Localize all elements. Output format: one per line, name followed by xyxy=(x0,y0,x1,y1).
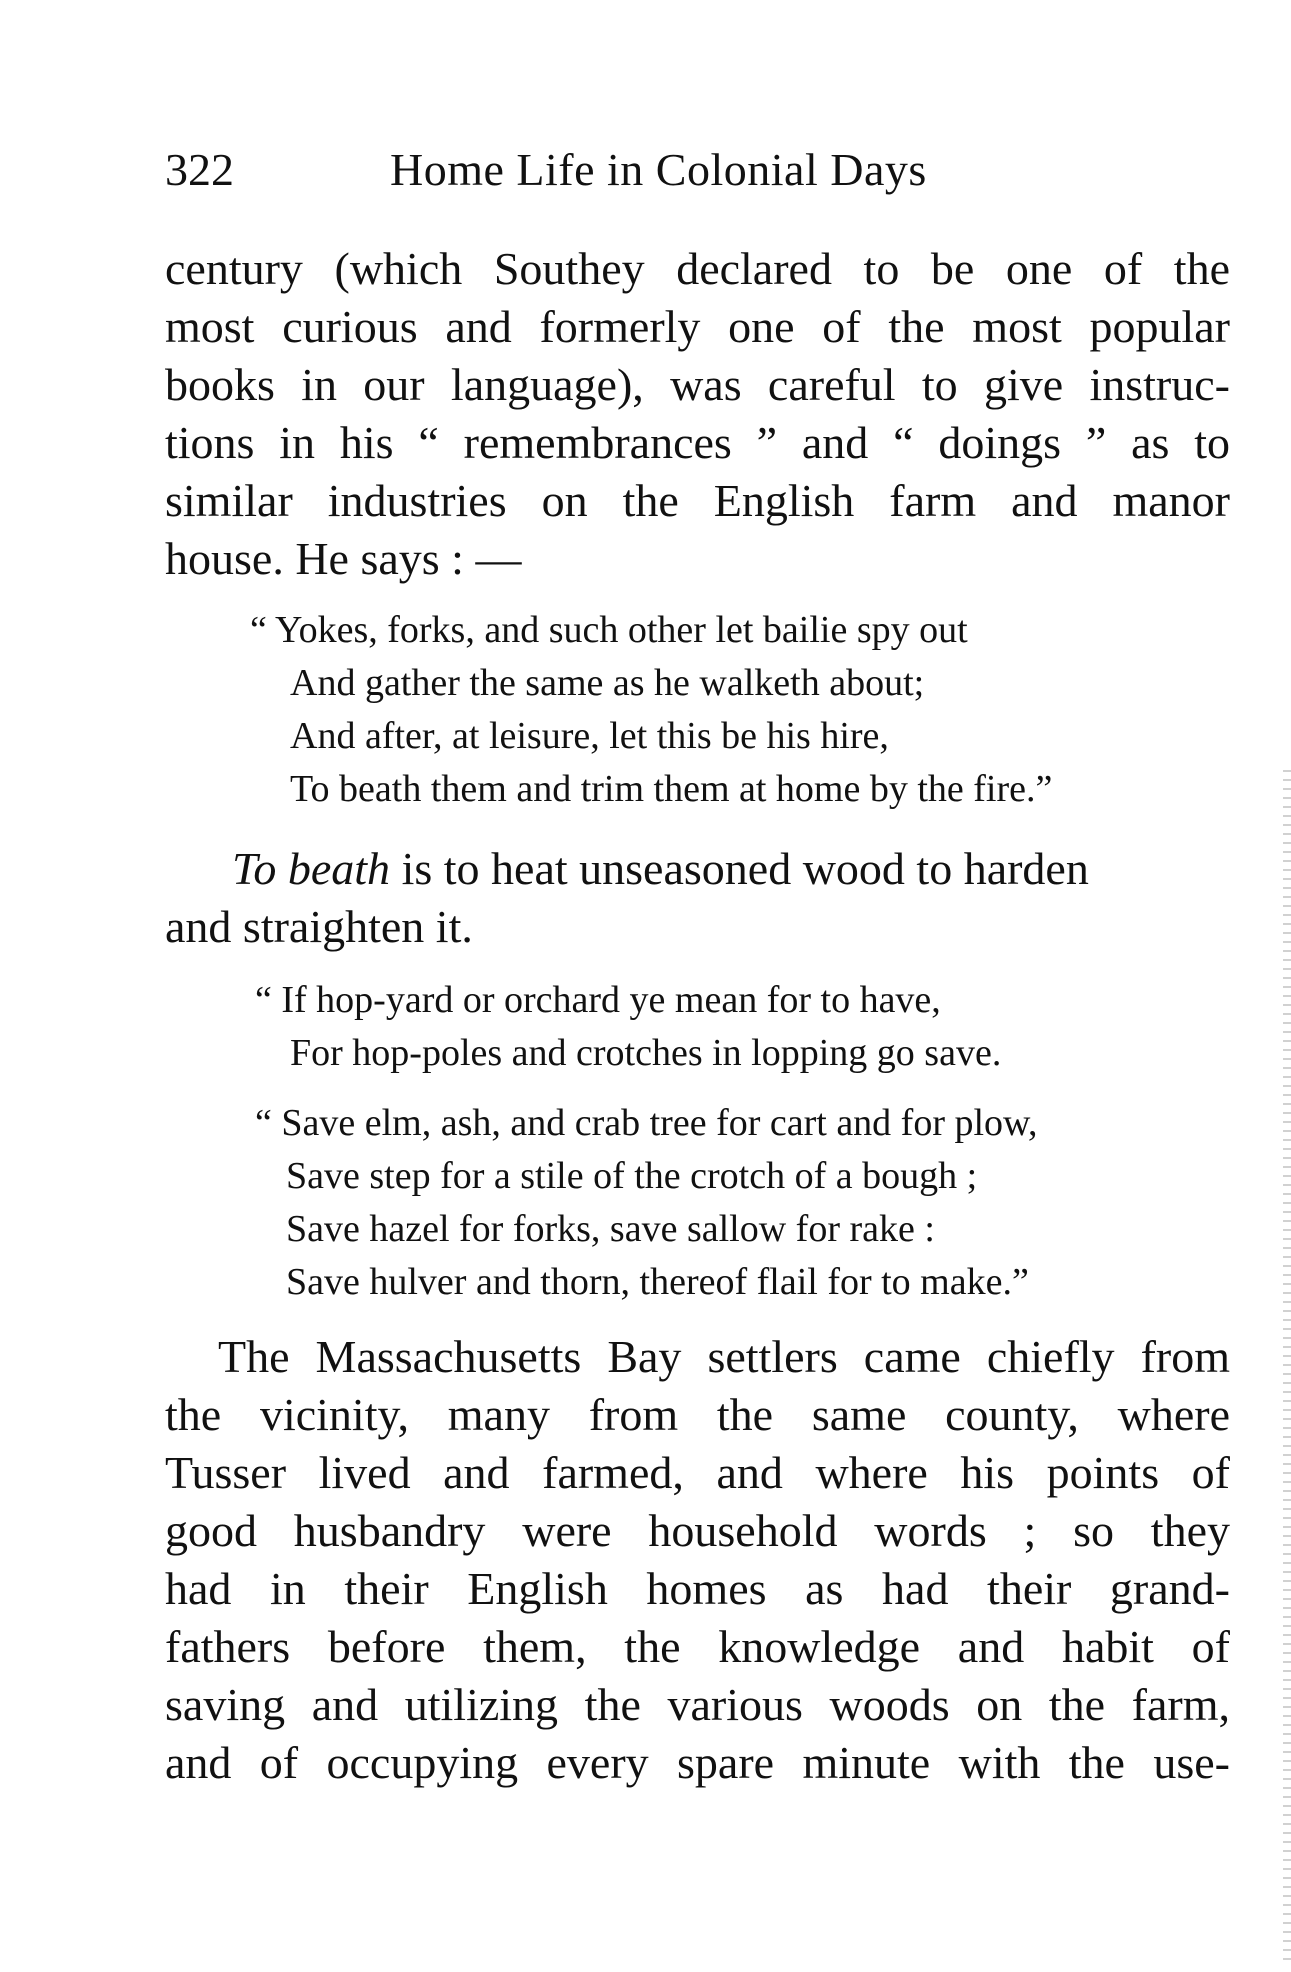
text-line: had in their English homes as had their grand- xyxy=(165,1563,1230,1614)
text-line: house. He says : — xyxy=(165,533,522,584)
page-number: 322 xyxy=(165,144,234,195)
text-line: similar industries on the English farm and manor xyxy=(165,475,1230,526)
italic-term: To beath xyxy=(232,843,391,894)
text-line: the vicinity, many from the same county, where xyxy=(165,1389,1230,1440)
text-line xyxy=(232,840,1089,898)
verse-line: Save step for a stile of the crotch of a bough ; xyxy=(286,1155,978,1197)
text-line: and of occupying every spare minute with the use- xyxy=(165,1737,1230,1788)
running-title: Home Life in Colonial Days xyxy=(390,144,927,195)
verse-line: And after, at leisure, let this be his hire, xyxy=(290,715,889,757)
verse-line: And gather the same as he walketh about; xyxy=(290,662,925,704)
text-line: The Massachusetts Bay settlers came chiefly from xyxy=(218,1331,1230,1382)
text-line: fathers before them, the knowledge and habit of xyxy=(165,1621,1230,1672)
verse-line: “ Yokes, forks, and such other let bailie spy out xyxy=(250,609,968,651)
text-line: tions in his “ remembrances ” and “ doings ” as to xyxy=(165,417,1230,468)
verse-line: Save hazel for forks, save sallow for rake : xyxy=(286,1208,935,1250)
verse-line: “ If hop-yard or orchard ye mean for to have, xyxy=(255,979,941,1021)
verse-line: “ Save elm, ash, and crab tree for cart and for plow, xyxy=(255,1102,1038,1144)
verse-line: Save hulver and thorn, thereof flail for to make.” xyxy=(286,1261,1029,1303)
text-line: saving and utilizing the various woods on the farm, xyxy=(165,1679,1230,1730)
text-line: and straighten it. xyxy=(165,901,473,952)
text-line: Tusser lived and farmed, and where his points of xyxy=(165,1447,1230,1498)
running-header xyxy=(165,140,1225,200)
verse-line: For hop-poles and crotches in lopping go save. xyxy=(290,1032,1002,1074)
text-line: books in our language), was careful to give instruc- xyxy=(165,359,1230,410)
scan-edge-artifact xyxy=(1283,770,1291,1960)
text-line: most curious and formerly one of the most popular xyxy=(165,301,1230,352)
text-line-rest: is to heat unseasoned wood to harden xyxy=(390,843,1089,894)
text-line: good husbandry were household words ; so they xyxy=(165,1505,1230,1556)
text-line: century (which Southey declared to be one of the xyxy=(165,243,1230,294)
verse-line: To beath them and trim them at home by the fire.” xyxy=(290,768,1053,810)
